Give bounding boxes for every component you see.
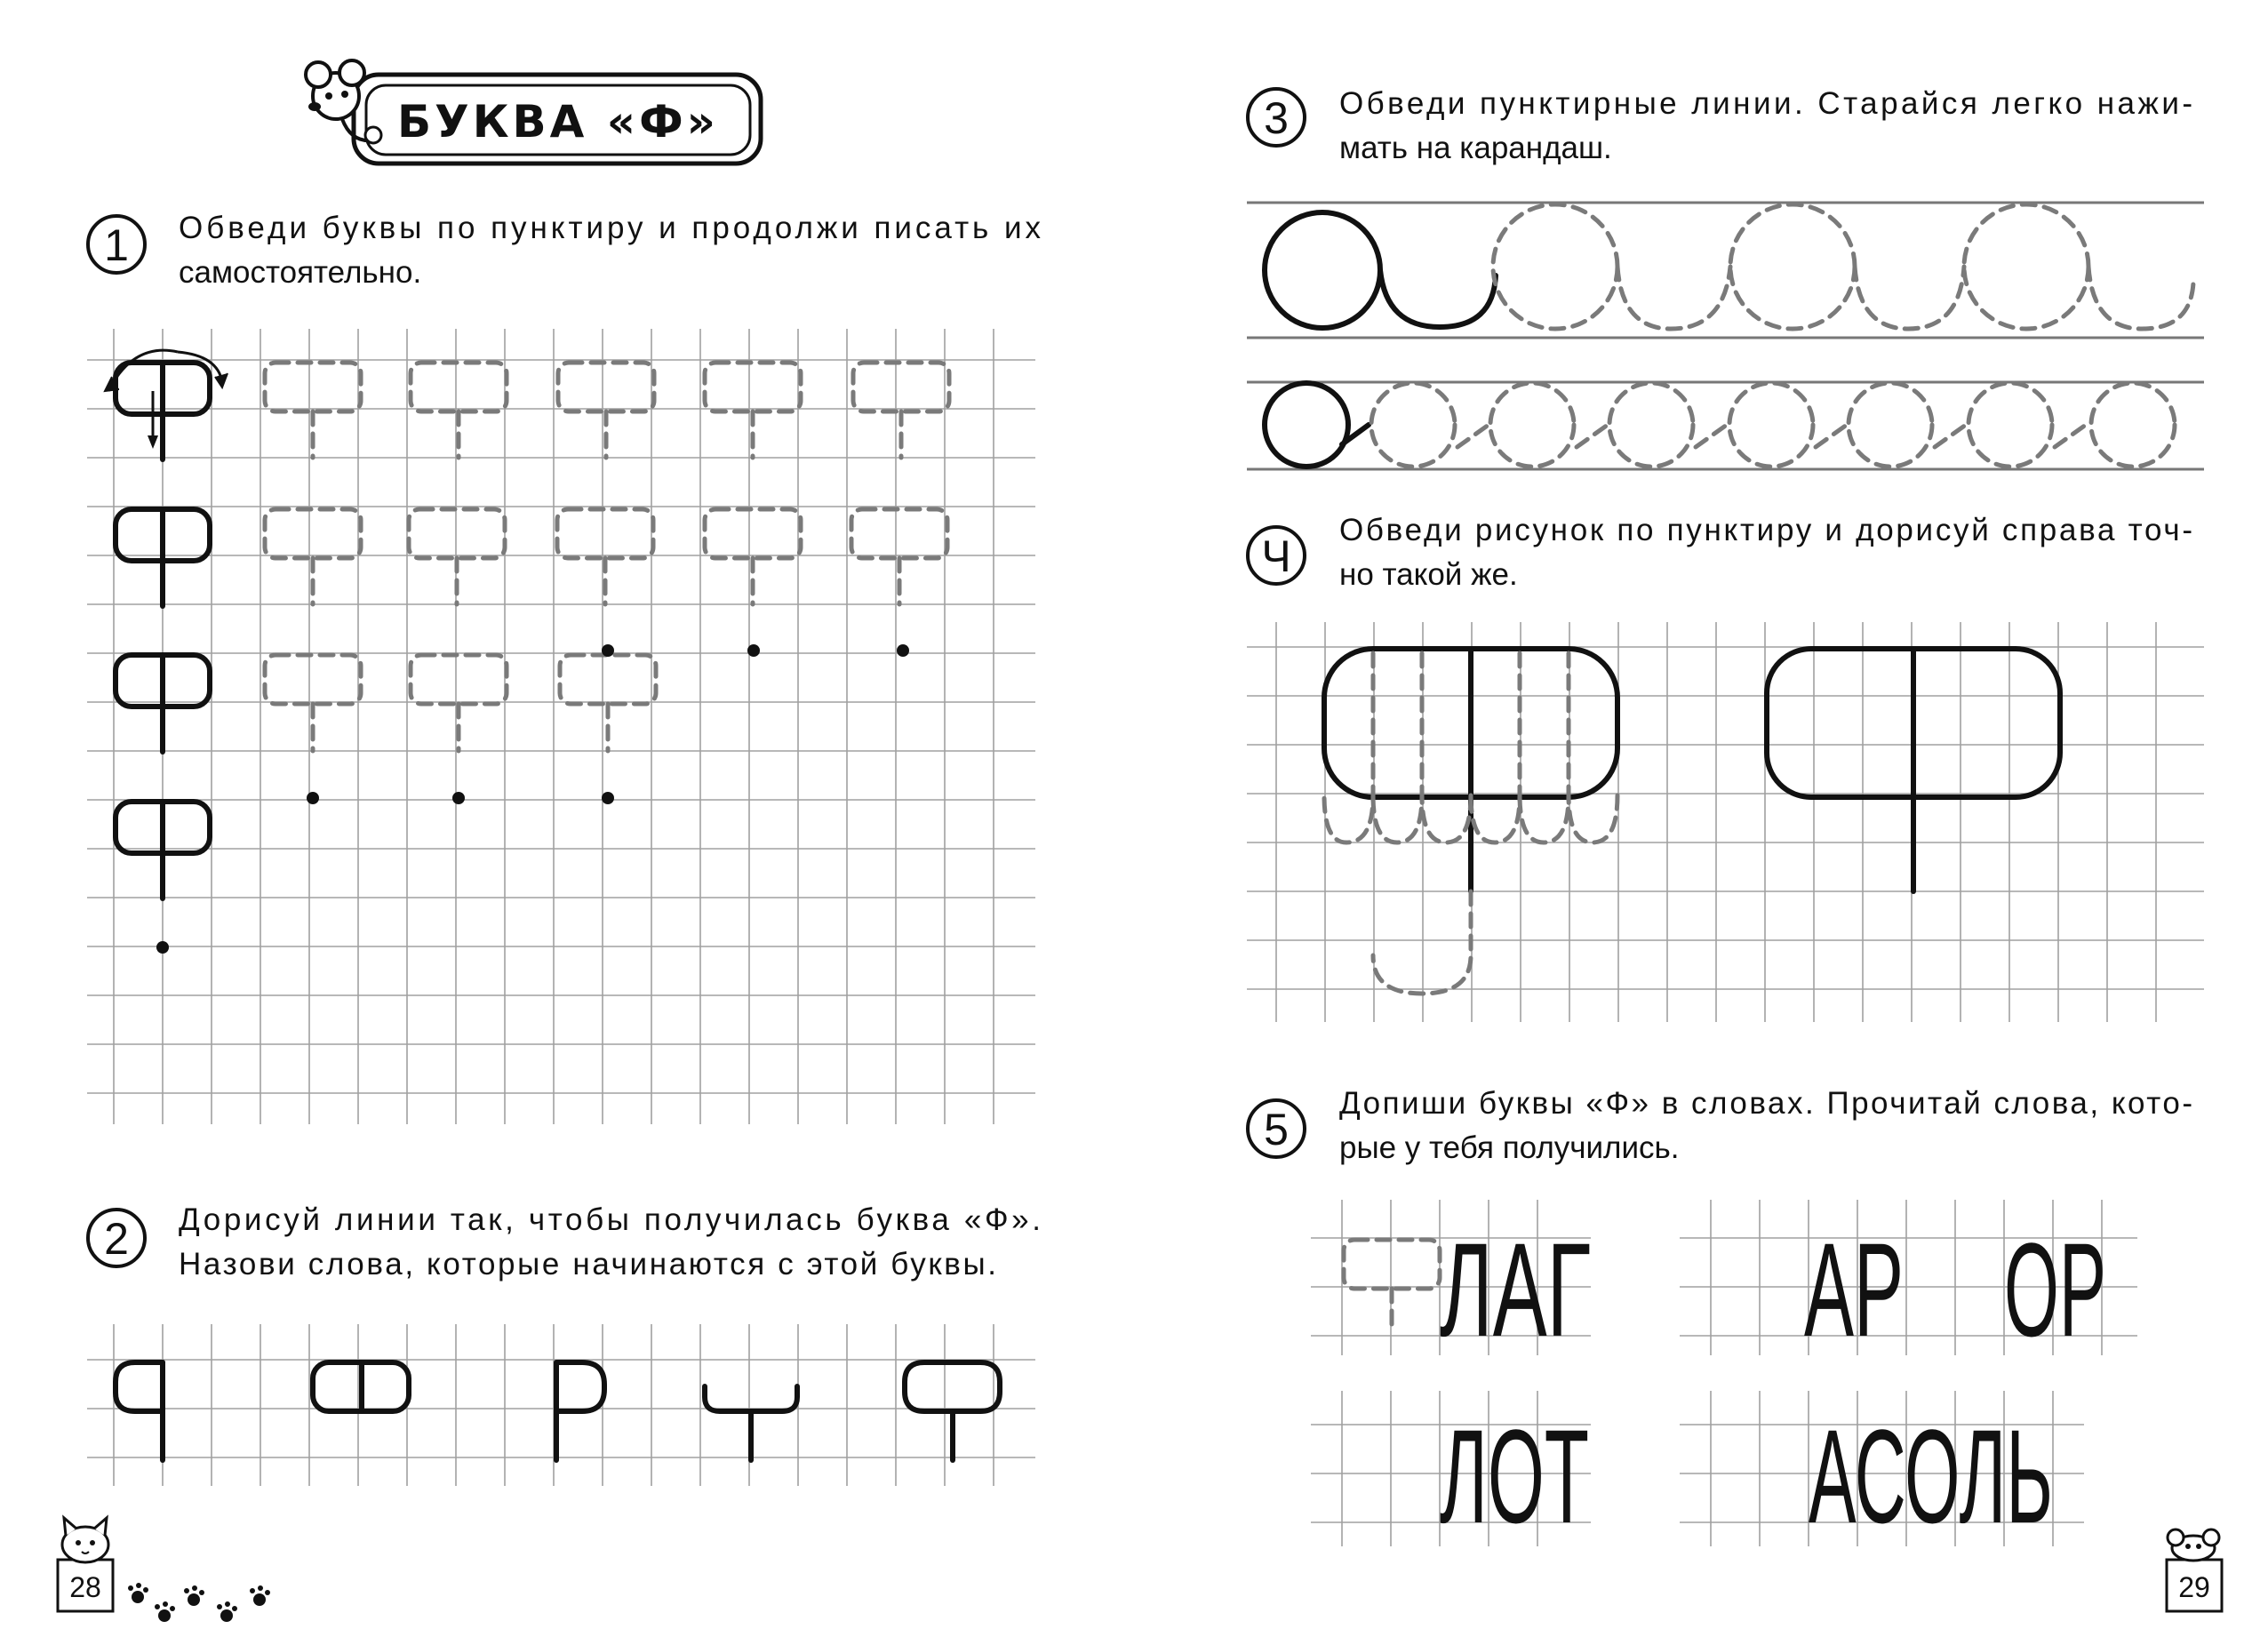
task-2-number	[88, 1210, 145, 1266]
task-1-grid	[87, 329, 1035, 1124]
word-flot-ending: ЛОТ	[1440, 1401, 1589, 1551]
task-1-sample-letters	[105, 350, 228, 954]
svg-text:2: 2	[104, 1214, 129, 1264]
task-2-partial-letters	[116, 1362, 1000, 1460]
page-number-left-box	[58, 1560, 113, 1611]
word-flag-ending: ЛАГ	[1440, 1215, 1591, 1364]
task-3-loops-row-2	[1247, 382, 2204, 469]
task-5-number	[1248, 1100, 1305, 1157]
svg-text:1: 1	[104, 220, 129, 270]
task-3-text-line2: мать на карандаш.	[1339, 131, 1612, 165]
page-number-left: 28	[69, 1571, 101, 1603]
header-title: БУКВА «Ф»	[397, 96, 719, 148]
cat-icon	[62, 1518, 108, 1562]
task-5-text-line1: Допиши буквы «Ф» в словах. Прочитай слова, кото-	[1339, 1086, 2192, 1121]
task-3-number	[1248, 89, 1305, 146]
task-5-dashed-f-letter	[1344, 1240, 1440, 1333]
word-shor-ending: ОР	[2004, 1215, 2106, 1364]
svg-text:3: 3	[1264, 93, 1289, 143]
task-4-number	[1248, 527, 1305, 584]
task-2-text-line1: Дорисуй линии так, чтобы получилась буква «Ф».	[179, 1202, 1041, 1237]
task-1-text-line1: Обведи буквы по пунктиру и продолжи писать их	[179, 211, 1041, 245]
task-4-dashed-picture	[1324, 649, 1617, 994]
task-4-text-line1: Обведи рисунок по пунктиру и дорисуй справа точ-	[1339, 513, 2192, 547]
task-3-text-line1: Обведи пунктирные линии. Старайся легко нажи-	[1339, 86, 2192, 121]
task-4-text-line2: но такой же.	[1339, 557, 1518, 592]
page-number-right: 29	[2178, 1571, 2210, 1603]
svg-text:5: 5	[1264, 1105, 1289, 1154]
svg-text:Ч: Ч	[1261, 531, 1291, 581]
task-2-grid	[87, 1324, 1035, 1486]
task-5-text-line2: рые у тебя получились.	[1339, 1130, 1680, 1165]
task-1-text-line2: самостоятельно.	[179, 255, 422, 290]
header-badge	[306, 60, 761, 164]
task-3-loops-row-1	[1247, 203, 2204, 338]
word-fasol-ending: АСОЛЬ	[1809, 1401, 2053, 1551]
paw-prints-icon	[128, 1583, 270, 1622]
page-number-right-box	[2167, 1560, 2222, 1611]
task-1-number	[88, 216, 145, 273]
word-shar-ending: АР	[1804, 1215, 1904, 1364]
task-4-target-picture	[1767, 649, 2060, 891]
task-2-text-line2: Назови слова, которые начинаются с этой буквы.	[179, 1247, 996, 1282]
mouse-icon	[2168, 1529, 2219, 1561]
